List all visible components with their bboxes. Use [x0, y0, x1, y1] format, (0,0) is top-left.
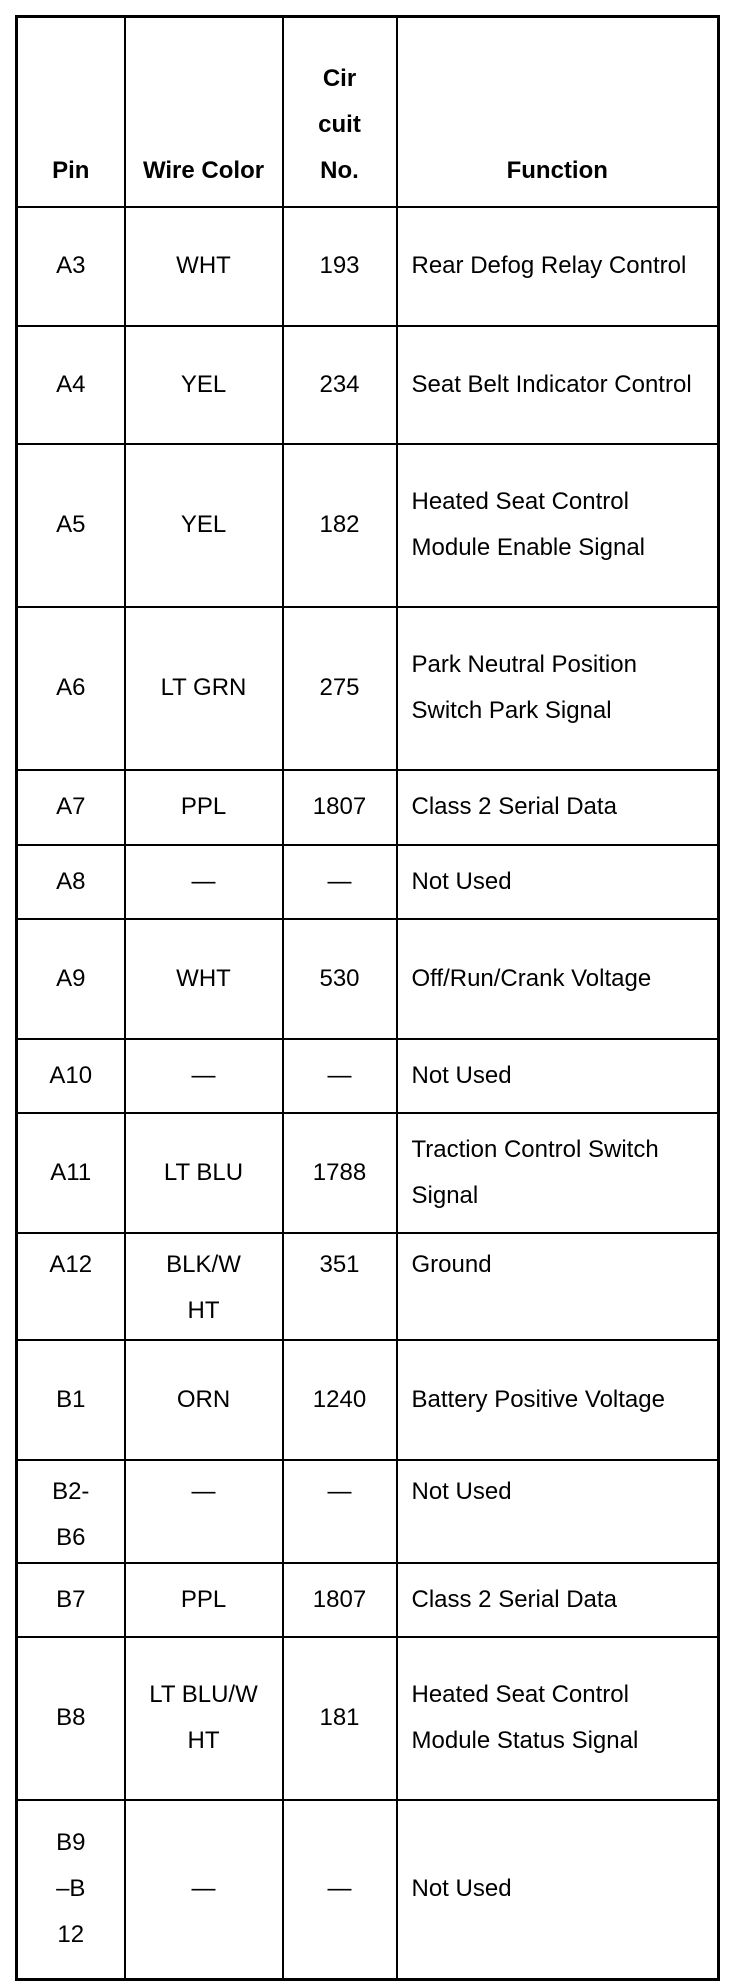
table-row	[17, 1637, 719, 1800]
wire-color-cell: —	[125, 845, 283, 919]
connector-pin-table	[15, 15, 720, 1981]
table-row	[17, 1340, 719, 1460]
table-row	[17, 1460, 719, 1563]
circuit-cell: —	[283, 1039, 397, 1113]
function-cell: Class 2 Serial Data	[397, 770, 719, 845]
function-cell: Heated Seat Control Module Status Signal	[397, 1637, 719, 1800]
wire-color-cell: ORN	[125, 1340, 283, 1460]
pin-cell: B8	[17, 1637, 125, 1800]
wire-color-cell: WHT	[125, 919, 283, 1039]
pin-cell: B2- B6	[17, 1460, 125, 1563]
function-cell: Rear Defog Relay Control	[397, 207, 719, 326]
circuit-cell: 182	[283, 444, 397, 607]
wire-color-cell: LT BLU/W HT	[125, 1637, 283, 1800]
wire-color-cell: PPL	[125, 770, 283, 845]
wire-color-cell: YEL	[125, 326, 283, 444]
table-row	[17, 1800, 719, 1980]
table-row	[17, 607, 719, 770]
pin-cell: A12	[17, 1233, 125, 1340]
table-row	[17, 444, 719, 607]
function-cell: Traction Control Switch Signal	[397, 1113, 719, 1233]
pin-cell: A3	[17, 207, 125, 326]
table-row	[17, 1039, 719, 1113]
pin-cell: A5	[17, 444, 125, 607]
function-cell: Not Used	[397, 1800, 719, 1980]
wire-color-cell: —	[125, 1460, 283, 1563]
function-cell: Not Used	[397, 1460, 719, 1563]
pin-cell: A8	[17, 845, 125, 919]
wire-color-cell: YEL	[125, 444, 283, 607]
wire-color-cell: PPL	[125, 1563, 283, 1637]
wire-color-cell: LT BLU	[125, 1113, 283, 1233]
circuit-cell: 530	[283, 919, 397, 1039]
circuit-cell: 275	[283, 607, 397, 770]
circuit-cell: 193	[283, 207, 397, 326]
circuit-cell: 351	[283, 1233, 397, 1340]
table-row	[17, 919, 719, 1039]
circuit-cell: 234	[283, 326, 397, 444]
circuit-no-header: Cir cuit No.	[283, 17, 397, 207]
circuit-cell: —	[283, 1800, 397, 1980]
pin-cell: A9	[17, 919, 125, 1039]
pin-header: Pin	[17, 17, 125, 207]
pin-cell: A7	[17, 770, 125, 845]
wire-color-cell: WHT	[125, 207, 283, 326]
table-row	[17, 207, 719, 326]
table-row	[17, 1113, 719, 1233]
circuit-cell: —	[283, 1460, 397, 1563]
circuit-cell: 1807	[283, 770, 397, 845]
circuit-cell: 181	[283, 1637, 397, 1800]
function-cell: Off/Run/Crank Voltage	[397, 919, 719, 1039]
wire-color-cell: —	[125, 1800, 283, 1980]
pin-cell: A10	[17, 1039, 125, 1113]
function-cell: Not Used	[397, 1039, 719, 1113]
pin-cell: A4	[17, 326, 125, 444]
function-header: Function	[397, 17, 719, 207]
wire-color-header: Wire Color	[125, 17, 283, 207]
wire-color-cell: BLK/W HT	[125, 1233, 283, 1340]
function-cell: Not Used	[397, 845, 719, 919]
pin-cell: B7	[17, 1563, 125, 1637]
wire-color-cell: —	[125, 1039, 283, 1113]
circuit-cell: —	[283, 845, 397, 919]
circuit-cell: 1788	[283, 1113, 397, 1233]
function-cell: Heated Seat Control Module Enable Signal	[397, 444, 719, 607]
function-cell: Battery Positive Voltage	[397, 1340, 719, 1460]
pin-cell: B1	[17, 1340, 125, 1460]
wire-color-cell: LT GRN	[125, 607, 283, 770]
function-cell: Seat Belt Indicator Control	[397, 326, 719, 444]
function-cell: Ground	[397, 1233, 719, 1340]
circuit-cell: 1807	[283, 1563, 397, 1637]
circuit-cell: 1240	[283, 1340, 397, 1460]
function-cell: Class 2 Serial Data	[397, 1563, 719, 1637]
table-row	[17, 1233, 719, 1340]
pin-cell: B9 –B 12	[17, 1800, 125, 1980]
header-row	[17, 17, 719, 207]
pin-cell: A6	[17, 607, 125, 770]
pin-cell: A11	[17, 1113, 125, 1233]
table-row	[17, 1563, 719, 1637]
table-row	[17, 326, 719, 444]
table-row	[17, 845, 719, 919]
function-cell: Park Neutral Position Switch Park Signal	[397, 607, 719, 770]
table-row	[17, 770, 719, 845]
